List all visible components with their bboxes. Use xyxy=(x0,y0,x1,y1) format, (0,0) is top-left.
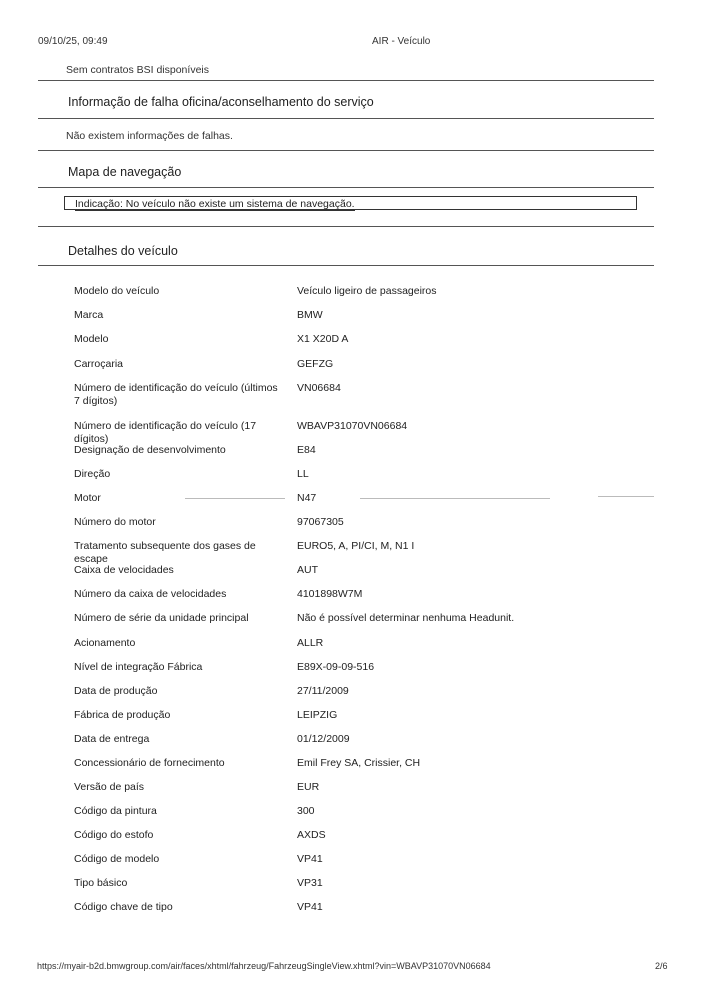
detail-value: Não é possível determinar nenhuma Headunit. xyxy=(297,612,515,624)
detail-value: EUR xyxy=(297,781,320,793)
detail-label: Caixa de velocidades xyxy=(74,564,174,576)
detail-value: EURO5, A, PI/CI, M, N1 I xyxy=(297,540,415,552)
detail-value: 01/12/2009 xyxy=(297,733,350,745)
detail-label: Marca xyxy=(74,309,104,321)
detail-label: Acionamento xyxy=(74,637,136,649)
detail-label: Modelo xyxy=(74,333,109,345)
detail-value: N47 xyxy=(297,492,317,504)
detail-label: Direção xyxy=(74,468,111,480)
scan-artifact-line xyxy=(360,498,550,499)
detail-value: GEFZG xyxy=(297,358,334,370)
detail-value: E89X-09-09-516 xyxy=(297,661,375,673)
detail-value: E84 xyxy=(297,444,316,456)
detail-value: VP41 xyxy=(297,901,323,913)
scan-artifact-line xyxy=(598,496,654,497)
navigation-section-title: Mapa de navegação xyxy=(68,165,182,179)
detail-value: VN06684 xyxy=(297,382,341,394)
detail-value: X1 X20D A xyxy=(297,333,349,345)
detail-label: Designação de desenvolvimento xyxy=(74,444,226,456)
detail-value: AUT xyxy=(297,564,318,576)
detail-value: ALLR xyxy=(297,637,324,649)
detail-value: Emil Frey SA, Crissier, CH xyxy=(297,757,421,769)
detail-label: Número de identificação do veículo (17 dígitos) xyxy=(74,420,257,445)
fault-section-title: Informação de falha oficina/aconselhamento do serviço xyxy=(68,95,374,109)
print-timestamp: 09/10/25, 09:49 xyxy=(38,36,108,47)
detail-value: LEIPZIG xyxy=(297,709,338,721)
detail-label: Número do motor xyxy=(74,516,156,528)
details-section-title: Detalhes do veículo xyxy=(68,244,178,258)
detail-label: Tipo básico xyxy=(74,877,128,889)
scan-artifact-line xyxy=(185,498,285,499)
detail-value: WBAVP31070VN06684 xyxy=(297,420,408,432)
detail-label: Código chave de tipo xyxy=(74,901,173,913)
detail-label: Número de identificação do veículo (últimos 7 dígitos) xyxy=(74,382,278,407)
fault-section-text: Não existem informações de falhas. xyxy=(66,130,233,142)
detail-value: 27/11/2009 xyxy=(297,685,349,697)
detail-value: LL xyxy=(297,468,309,480)
divider xyxy=(38,226,654,227)
page-number: 2/6 xyxy=(655,961,668,971)
detail-label: Fábrica de produção xyxy=(74,709,171,721)
divider xyxy=(38,118,654,119)
detail-label: Data de entrega xyxy=(74,733,150,745)
navigation-notice-box xyxy=(64,196,637,210)
page-url: https://myair-b2d.bmwgroup.com/air/faces/xhtml/fahrzeug/FahrzeugSingleView.xhtml?vin=WBAVP31070VN06684 xyxy=(37,961,491,971)
detail-value: Veículo ligeiro de passageiros xyxy=(297,285,437,297)
divider xyxy=(38,187,654,188)
detail-value: VP41 xyxy=(297,853,323,865)
detail-label: Tratamento subsequente dos gases de escape xyxy=(74,540,256,565)
detail-label: Versão de país xyxy=(74,781,145,793)
detail-value: 300 xyxy=(297,805,315,817)
divider xyxy=(38,80,654,81)
detail-value: 97067305 xyxy=(297,516,344,528)
detail-label: Código do estofo xyxy=(74,829,154,841)
detail-label: Data de produção xyxy=(74,685,158,697)
navigation-notice-text: Indicação: No veículo não existe um sistema de navegação. xyxy=(75,198,355,210)
detail-value: 4101898W7M xyxy=(297,588,363,600)
detail-label: Código da pintura xyxy=(74,805,157,817)
detail-label: Nível de integração Fábrica xyxy=(74,661,203,673)
detail-label: Código de modelo xyxy=(74,853,160,865)
divider xyxy=(38,265,654,266)
detail-value: BMW xyxy=(297,309,323,321)
detail-value: VP31 xyxy=(297,877,323,889)
page-title: AIR - Veículo xyxy=(372,36,431,47)
contracts-text: Sem contratos BSI disponíveis xyxy=(66,64,209,76)
detail-label: Motor xyxy=(74,492,101,504)
detail-label: Modelo do veículo xyxy=(74,285,160,297)
divider xyxy=(38,150,654,151)
detail-label: Número da caixa de velocidades xyxy=(74,588,227,600)
detail-label: Concessionário de fornecimento xyxy=(74,757,225,769)
detail-value: AXDS xyxy=(297,829,326,841)
detail-label: Número de série da unidade principal xyxy=(74,612,249,624)
detail-label: Carroçaria xyxy=(74,358,124,370)
